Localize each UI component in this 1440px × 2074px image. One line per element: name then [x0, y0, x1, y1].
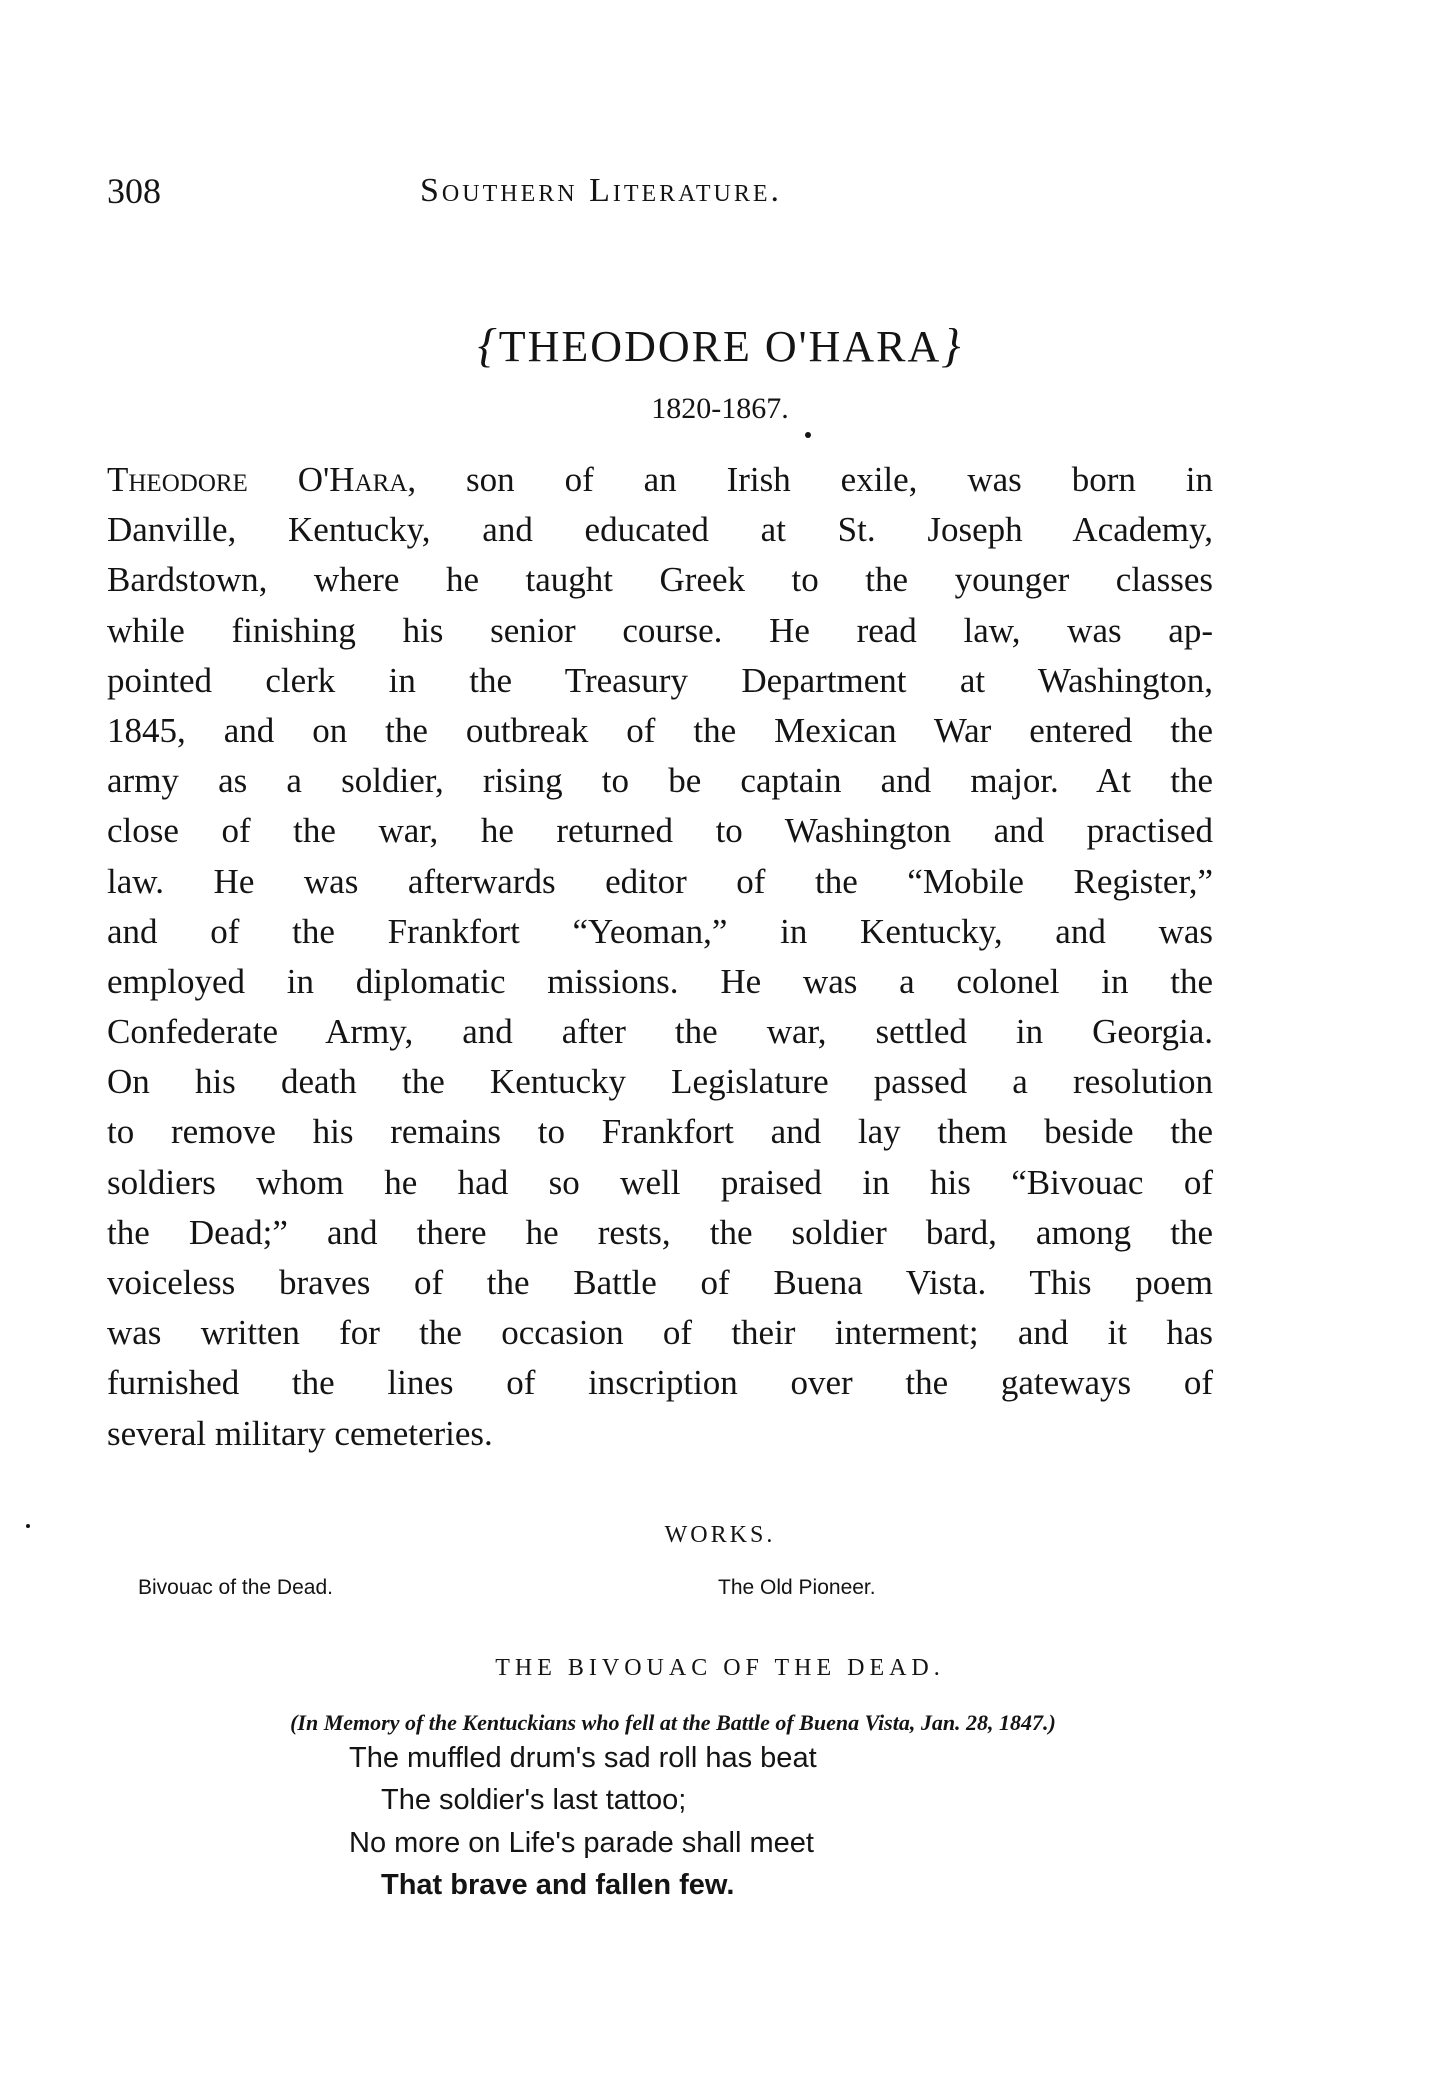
biography	[107, 455, 1213, 1459]
close-bracket: }	[941, 319, 963, 372]
bio-first-words: Theodore O'Hara	[107, 460, 408, 499]
bio-line: Confederate Army, and after the war, settled in Georgia.	[107, 1012, 1213, 1052]
author-heading	[0, 318, 1440, 373]
work-item: Bivouac of the Dead.	[138, 1576, 333, 1599]
poem-subtitle: (In Memory of the Kentuckians who fell at the Battle of Buena Vista, Jan. 28, 1847.)	[290, 1710, 1056, 1735]
works-heading: WORKS.	[664, 1522, 776, 1548]
printer-mark	[805, 432, 811, 438]
bio-line: pointed clerk in the Treasury Department at Washington,	[107, 660, 1213, 700]
bio-line: close of the war, he returned to Washington and practised	[107, 811, 1213, 851]
poem-line: No more on Life's parade shall meet	[349, 1827, 814, 1859]
bio-line: to remove his remains to Frankfort and lay them beside the	[107, 1112, 1213, 1152]
bio-line: several military cemeteries.	[107, 1413, 493, 1453]
bio-line: Theodore O'Hara, son of an Irish exile, was born in	[107, 460, 1213, 499]
poem-line: That brave and fallen few.	[381, 1869, 735, 1901]
bio-line: furnished the lines of inscription over the gateways of	[107, 1363, 1213, 1403]
running-head: Southern Literature.	[420, 172, 782, 209]
bio-line: the Dead;” and there he rests, the soldier bard, among the	[107, 1212, 1213, 1252]
bio-line: Bardstown, where he taught Greek to the younger classes	[107, 560, 1213, 600]
author-name: THEODORE O'HARA	[498, 322, 942, 371]
bio-line: law. He was afterwards editor of the “Mobile Register,”	[107, 861, 1213, 901]
open-bracket: {	[477, 319, 499, 372]
bio-line: Danville, Kentucky, and educated at St. Joseph Academy,	[107, 510, 1213, 550]
bio-line: On his death the Kentucky Legislature passed a resolution	[107, 1062, 1213, 1102]
poem-line: The soldier's last tattoo;	[381, 1784, 687, 1816]
bio-line: voiceless braves of the Battle of Buena Vista. This poem	[107, 1263, 1213, 1302]
bio-line: employed in diplomatic missions. He was a colonel in the	[107, 961, 1213, 1001]
poem-line: The muffled drum's sad roll has beat	[349, 1742, 817, 1774]
bio-line: soldiers whom he had so well praised in his “Bivouac of	[107, 1162, 1213, 1202]
poem-title: THE BIVOUAC OF THE DEAD.	[495, 1655, 945, 1681]
bio-line: while finishing his senior course. He read law, was ap-	[107, 610, 1213, 650]
work-item: The Old Pioneer.	[718, 1576, 876, 1599]
bio-line: 1845, and on the outbreak of the Mexican War entered the	[107, 710, 1213, 750]
page-number: 308	[107, 171, 161, 211]
bio-line: army as a soldier, rising to be captain and major. At the	[107, 761, 1213, 801]
author-dates: 1820-1867.	[651, 392, 789, 425]
bio-line: and of the Frankfort “Yeoman,” in Kentucky, and was	[107, 911, 1213, 951]
bio-line: was written for the occasion of their interment; and it has	[107, 1313, 1213, 1353]
